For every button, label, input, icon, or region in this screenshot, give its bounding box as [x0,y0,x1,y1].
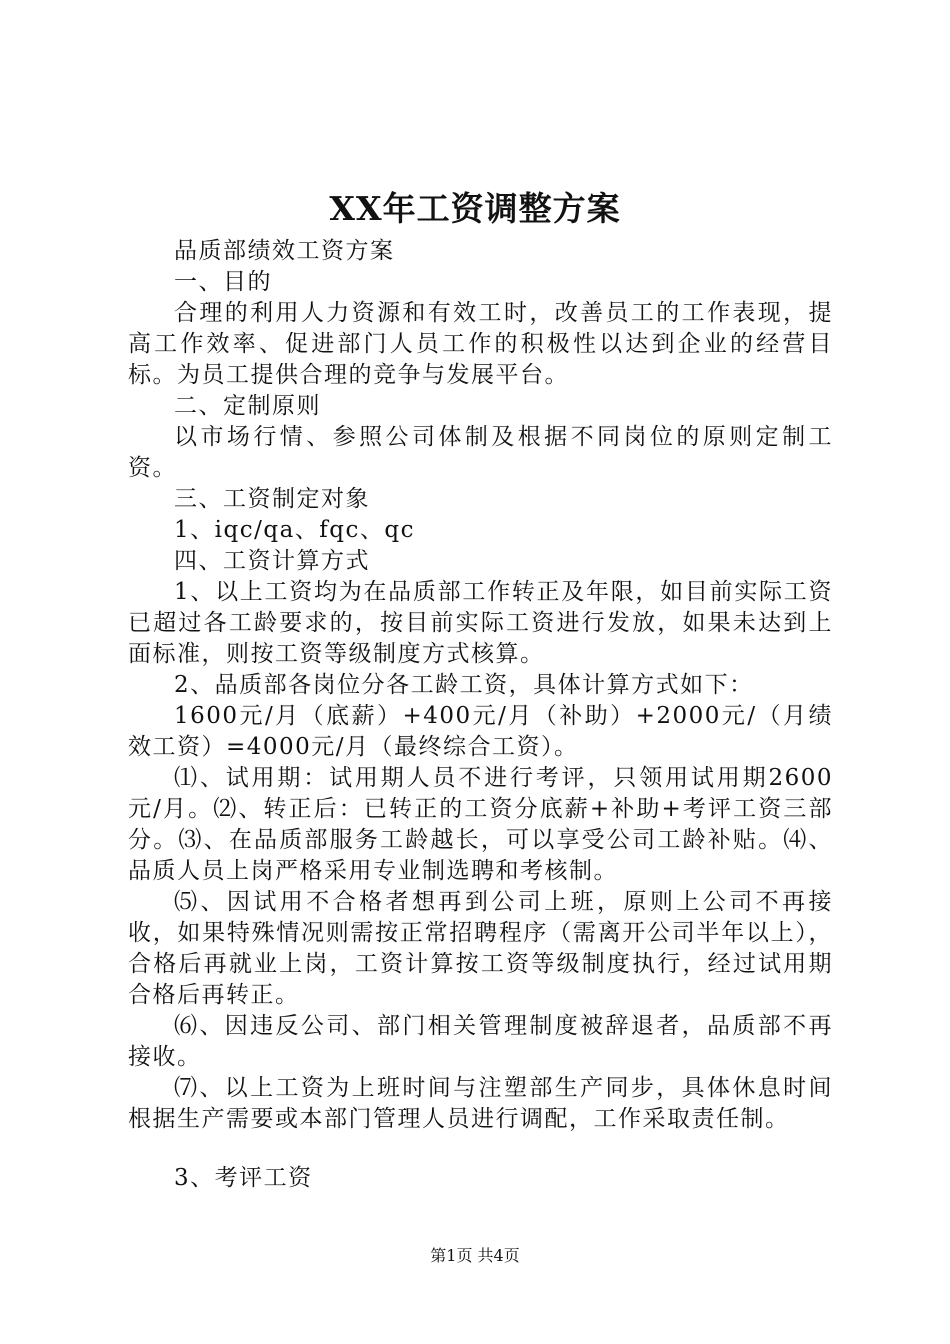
paragraph-calculation-1: 1、以上工资均为在品质部工作转正及年限，如目前实际工资已超过各工龄要求的，按目前实际工资进行发放，如果未达到上面标准，则按工资等级制度方式核算。 [128,579,833,667]
paragraph-target: 1、iqc/qa、fqc、qc [174,517,415,543]
paragraph-rule-6: ⑹、因违反公司、部门相关管理制度被辞退者，品质部不再接收。 [128,1013,833,1070]
paragraph-heading-purpose: 一、目的 [174,269,272,295]
paragraph-section-heading: 品质部绩效工资方案 [174,238,395,264]
paragraph-appraisal-wage: 3、考评工资 [174,1165,313,1191]
paragraph-principle: 以市场行情、参照公司体制及根据不同岗位的原则定制工资。 [128,424,833,481]
paragraph-rule-7: ⑺、以上工资为上班时间与注塑部生产同步，具体休息时间根据生产需要或本部门管理人员进行调配，工作采取责任制。 [128,1075,833,1132]
paragraph-heading-principle: 二、定制原则 [174,393,321,419]
paragraph-calculation-2: 2、品质部各岗位分各工龄工资，具体计算方式如下： [174,672,754,698]
paragraph-heading-calculation: 四、工资计算方式 [174,548,370,574]
paragraph-rule-5: ⑸、因试用不合格者想再到公司上班，原则上公司不再接收，如果特殊情况则需按正常招聘程序（需离开公司半年以上），合格后再就业上岗，工资计算按工资等级制度执行，经过试用期合格后再转正。 [128,889,833,1008]
paragraph-purpose: 合理的利用人力资源和有效工时，改善员工的工作表现，提高工作效率、促进部门人员工作的积极性以达到企业的经营目标。为员工提供合理的竞争与发展平台。 [128,300,833,388]
document-title: XX年工资调整方案 [329,189,621,228]
paragraph-heading-target: 三、工资制定对象 [174,486,370,512]
paragraph-formula: 1600元/月（底薪）+400元/月（补助）+2000元/（月绩效工资）=4000元/月（最终综合工资）。 [128,703,833,760]
paragraph-rules-1-4: ⑴、试用期：试用期人员不进行考评，只领用试用期2600元/月。⑵、转正后：已转正的工资分底薪+补助+考评工资三部分。⑶、在品质部服务工龄越长，可以享受公司工龄补贴。⑷、品质人员上岗严格采用专业制选聘和考核制。 [128,765,833,884]
page-footer: 第1页 共4页 [430,1246,520,1265]
document-body [128,236,833,1194]
